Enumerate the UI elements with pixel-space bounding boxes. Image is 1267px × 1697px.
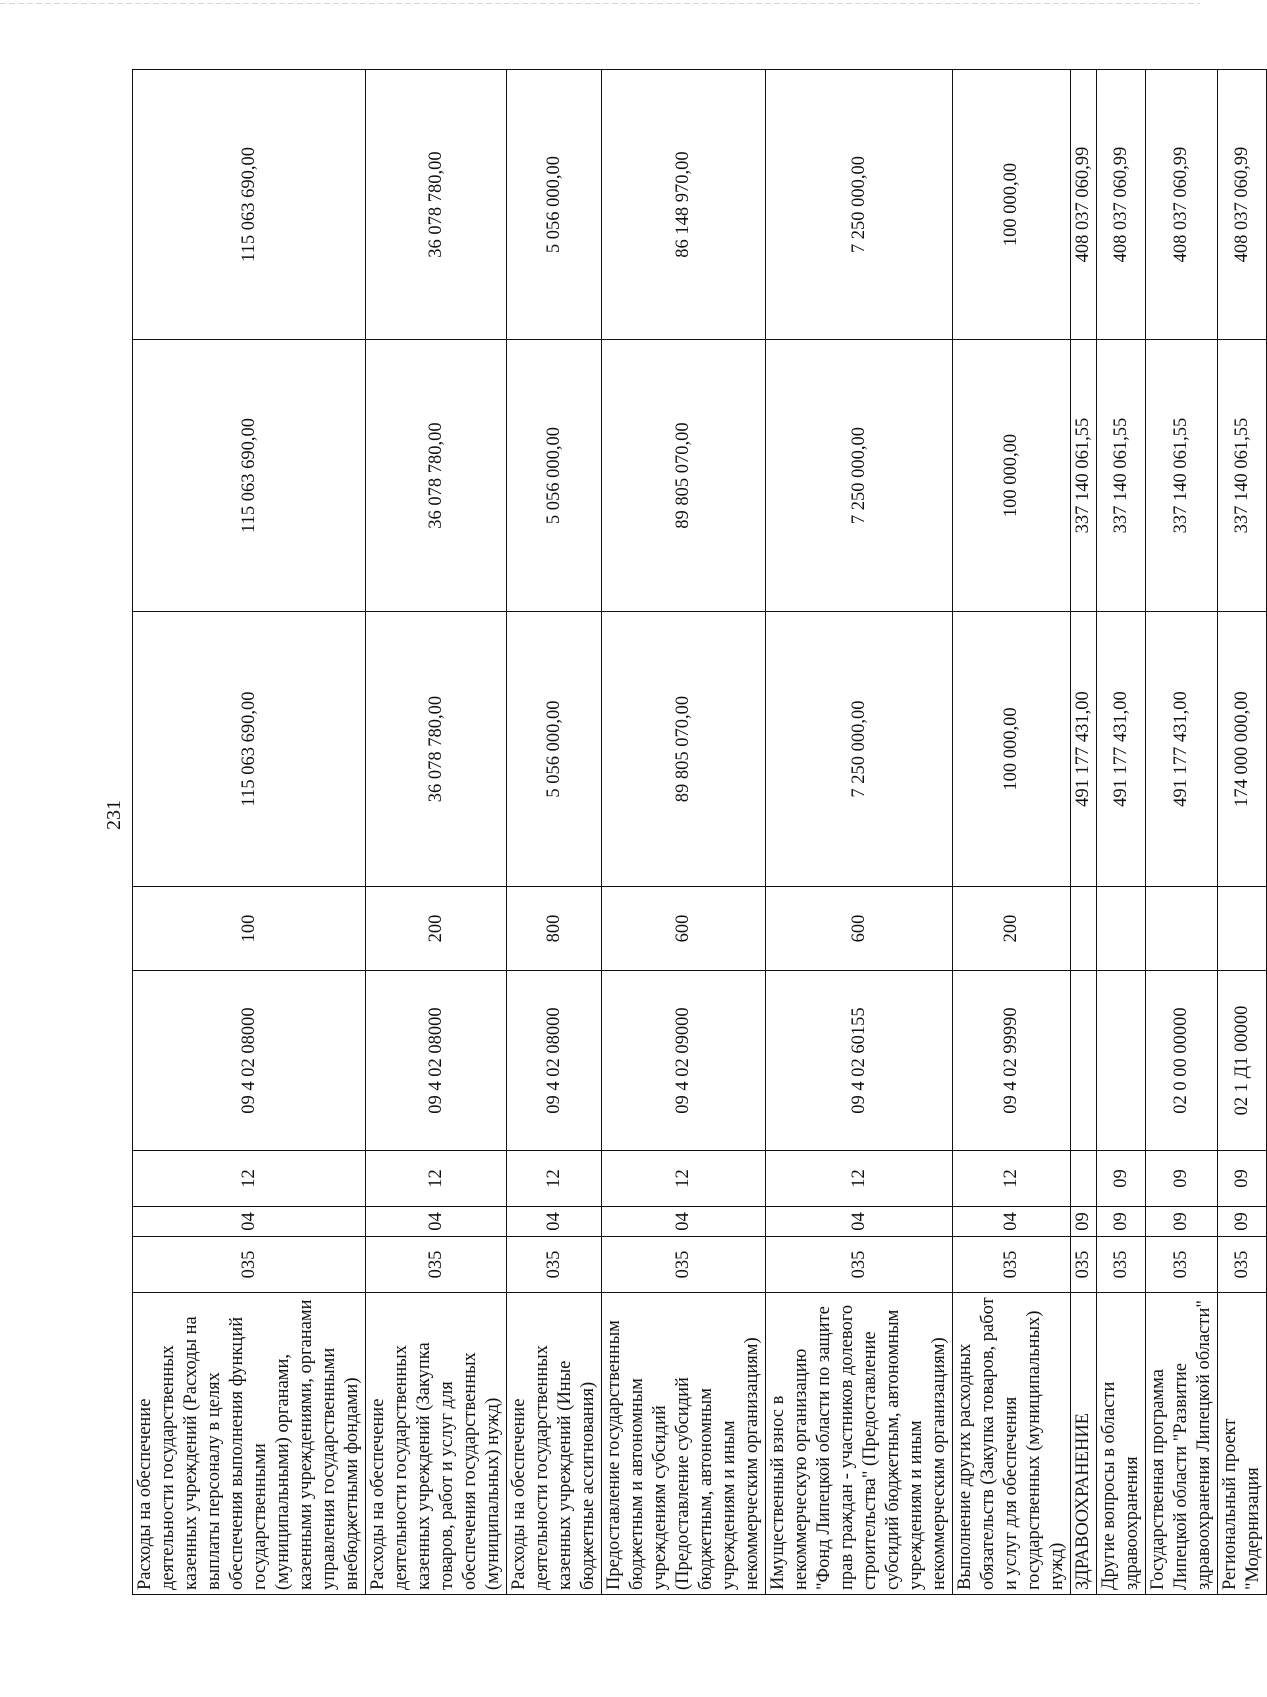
section-code: 04 bbox=[366, 1207, 507, 1237]
expense-type-code: 200 bbox=[366, 887, 507, 971]
expense-type-code: 200 bbox=[953, 887, 1071, 971]
row-name: Расходы на обеспечение деятельности государственных казенных учреждений (Расходы на выплаты персоналу в целях обеспечения выполнения функций государственными (муниципальными) органами, казенными учреждениями, органами управления государственными внебюджетными фондами) bbox=[133, 1293, 366, 1595]
grbs-code: 035 bbox=[602, 1237, 766, 1293]
subsection-code: 12 bbox=[602, 1151, 766, 1207]
amount-year-2: 337 140 061,55 bbox=[1218, 340, 1267, 612]
amount-year-3: 408 037 060,99 bbox=[1071, 70, 1097, 340]
target-article-code: 02 0 00 00000 bbox=[1146, 971, 1218, 1151]
amount-year-3: 36 078 780,00 bbox=[366, 70, 507, 340]
row-name: Предоставление государственным бюджетным и автономным учреждениям субсидий (Предоставление субсидий бюджетным, автономным учреждениям и иным некоммерческим организациям) bbox=[602, 1293, 766, 1595]
subsection-code: 12 bbox=[766, 1151, 953, 1207]
target-article-code: 09 4 02 08000 bbox=[133, 971, 366, 1151]
row-name: Выполнение других расходных обязательств (Закупка товаров, работ и услуг для обеспечения государственных (муниципальных) нужд) bbox=[953, 1293, 1071, 1595]
target-article-code: 09 4 02 99990 bbox=[953, 971, 1071, 1151]
table-row bbox=[953, 70, 1071, 1595]
amount-year-1: 89 805 070,00 bbox=[602, 612, 766, 887]
subsection-code: 12 bbox=[507, 1151, 602, 1207]
grbs-code: 035 bbox=[507, 1237, 602, 1293]
grbs-code: 035 bbox=[366, 1237, 507, 1293]
table-row bbox=[133, 70, 366, 1595]
row-name: Имущественный взнос в некоммерческую организацию "Фонд Липецкой области по защите прав граждан - участников долевого строительства" (Предоставление субсидий бюджетным, автономным учреждениям и иным некоммерческим организациям) bbox=[766, 1293, 953, 1595]
target-article-code: 09 4 02 09000 bbox=[602, 971, 766, 1151]
target-article-code bbox=[1071, 971, 1097, 1151]
amount-year-1: 491 177 431,00 bbox=[1071, 612, 1097, 887]
amount-year-3: 408 037 060,99 bbox=[1218, 70, 1267, 340]
grbs-code: 035 bbox=[133, 1237, 366, 1293]
grbs-code: 035 bbox=[1218, 1237, 1267, 1293]
amount-year-3: 408 037 060,99 bbox=[1097, 70, 1146, 340]
grbs-code: 035 bbox=[766, 1237, 953, 1293]
table-row bbox=[507, 70, 602, 1595]
grbs-code: 035 bbox=[1146, 1237, 1218, 1293]
page-number: 231 bbox=[103, 800, 125, 830]
amount-year-2: 115 063 690,00 bbox=[133, 340, 366, 612]
amount-year-3: 115 063 690,00 bbox=[133, 70, 366, 340]
rotated-budget-table-container bbox=[132, 70, 1263, 1595]
amount-year-1: 491 177 431,00 bbox=[1146, 612, 1218, 887]
amount-year-2: 7 250 000,00 bbox=[766, 340, 953, 612]
section-code: 04 bbox=[602, 1207, 766, 1237]
subsection-code bbox=[1071, 1151, 1097, 1207]
expense-type-code: 600 bbox=[766, 887, 953, 971]
amount-year-3: 5 056 000,00 bbox=[507, 70, 602, 340]
subsection-code: 09 bbox=[1218, 1151, 1267, 1207]
expense-type-code: 600 bbox=[602, 887, 766, 971]
section-code: 09 bbox=[1071, 1207, 1097, 1237]
amount-year-1: 491 177 431,00 bbox=[1097, 612, 1146, 887]
section-code: 09 bbox=[1218, 1207, 1267, 1237]
target-article-code bbox=[1097, 971, 1146, 1151]
section-code: 04 bbox=[507, 1207, 602, 1237]
amount-year-3: 86 148 970,00 bbox=[602, 70, 766, 340]
row-name: ЗДРАВООХРАНЕНИЕ bbox=[1071, 1293, 1097, 1595]
table-row bbox=[1146, 70, 1218, 1595]
amount-year-1: 174 000 000,00 bbox=[1218, 612, 1267, 887]
expense-type-code bbox=[1218, 887, 1267, 971]
amount-year-3: 408 037 060,99 bbox=[1146, 70, 1218, 340]
table-row bbox=[1218, 70, 1267, 1595]
amount-year-1: 100 000,00 bbox=[953, 612, 1071, 887]
table-row bbox=[766, 70, 953, 1595]
row-name: Расходы на обеспечение деятельности государственных казенных учреждений (Закупка товаров, работ и услуг для обеспечения государственных (муниципальных) нужд) bbox=[366, 1293, 507, 1595]
expense-type-code: 800 bbox=[507, 887, 602, 971]
target-article-code: 09 4 02 08000 bbox=[366, 971, 507, 1151]
section-code: 04 bbox=[953, 1207, 1071, 1237]
table-row bbox=[366, 70, 507, 1595]
table-row bbox=[602, 70, 766, 1595]
grbs-code: 035 bbox=[1097, 1237, 1146, 1293]
subsection-code: 12 bbox=[366, 1151, 507, 1207]
grbs-code: 035 bbox=[1071, 1237, 1097, 1293]
target-article-code: 09 4 02 60155 bbox=[766, 971, 953, 1151]
row-name: Другие вопросы в области здравоохранения bbox=[1097, 1293, 1146, 1595]
expense-type-code: 100 bbox=[133, 887, 366, 971]
subsection-code: 12 bbox=[953, 1151, 1071, 1207]
subsection-code: 12 bbox=[133, 1151, 366, 1207]
subsection-code: 09 bbox=[1146, 1151, 1218, 1207]
amount-year-1: 115 063 690,00 bbox=[133, 612, 366, 887]
amount-year-2: 337 140 061,55 bbox=[1146, 340, 1218, 612]
amount-year-1: 36 078 780,00 bbox=[366, 612, 507, 887]
amount-year-1: 5 056 000,00 bbox=[507, 612, 602, 887]
amount-year-1: 7 250 000,00 bbox=[766, 612, 953, 887]
section-code: 04 bbox=[133, 1207, 366, 1237]
target-article-code: 09 4 02 08000 bbox=[507, 971, 602, 1151]
section-code: 09 bbox=[1146, 1207, 1218, 1237]
amount-year-2: 36 078 780,00 bbox=[366, 340, 507, 612]
expense-type-code bbox=[1071, 887, 1097, 971]
budget-table bbox=[132, 69, 1267, 1595]
section-code: 04 bbox=[766, 1207, 953, 1237]
row-name: Региональный проект "Модернизация bbox=[1218, 1293, 1267, 1595]
row-name: Расходы на обеспечение деятельности государственных казенных учреждений (Иные бюджетные ассигнования) bbox=[507, 1293, 602, 1595]
grbs-code: 035 bbox=[953, 1237, 1071, 1293]
amount-year-3: 7 250 000,00 bbox=[766, 70, 953, 340]
table-row bbox=[1071, 70, 1097, 1595]
amount-year-2: 89 805 070,00 bbox=[602, 340, 766, 612]
amount-year-2: 337 140 061,55 bbox=[1071, 340, 1097, 612]
section-code: 09 bbox=[1097, 1207, 1146, 1237]
row-name: Государственная программа Липецкой области "Развитие здравоохранения Липецкой области" bbox=[1146, 1293, 1218, 1595]
amount-year-2: 337 140 061,55 bbox=[1097, 340, 1146, 612]
expense-type-code bbox=[1097, 887, 1146, 971]
scan-edge-line bbox=[0, 3, 1200, 4]
table-row bbox=[1097, 70, 1146, 1595]
amount-year-2: 100 000,00 bbox=[953, 340, 1071, 612]
amount-year-3: 100 000,00 bbox=[953, 70, 1071, 340]
budget-table-body bbox=[133, 70, 1267, 1595]
target-article-code: 02 1 Д1 00000 bbox=[1218, 971, 1267, 1151]
subsection-code: 09 bbox=[1097, 1151, 1146, 1207]
amount-year-2: 5 056 000,00 bbox=[507, 340, 602, 612]
expense-type-code bbox=[1146, 887, 1218, 971]
